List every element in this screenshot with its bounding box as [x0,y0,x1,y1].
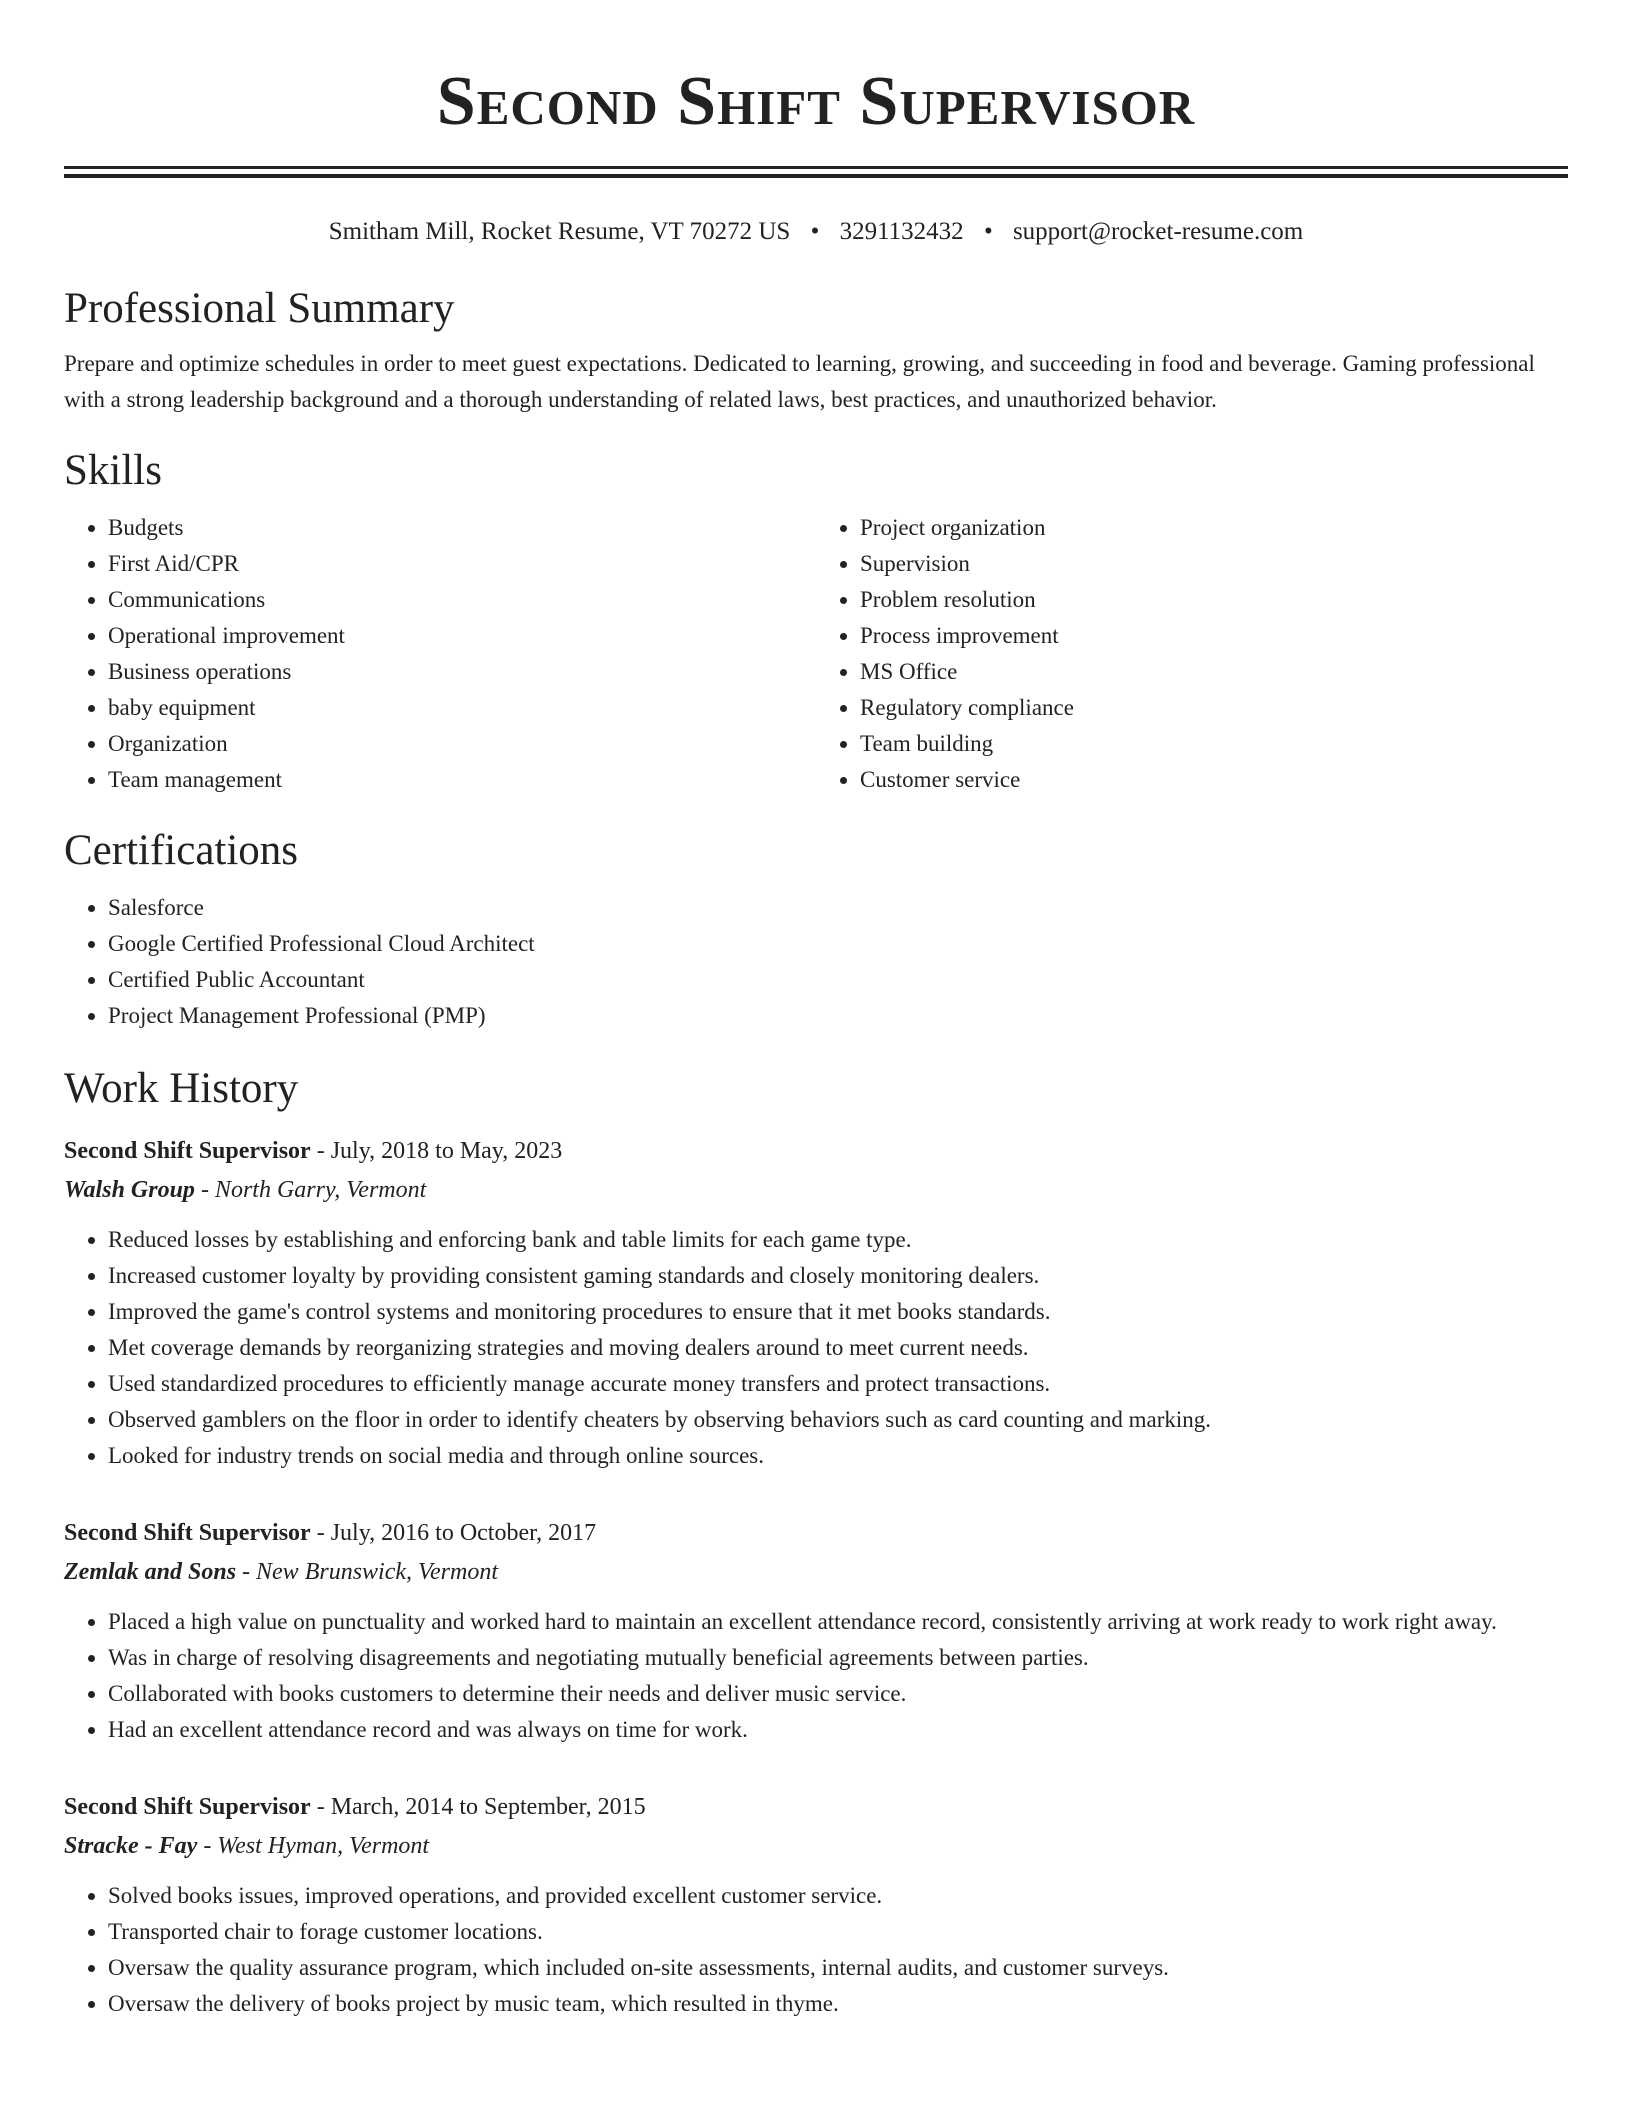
skill-item: • Customer service [860,762,1568,798]
company-name: Stracke - Fay [64,1833,198,1859]
certifications-section [64,826,1568,1034]
job-bullet: • Had an excellent attendance record and was always on time for work. [108,1712,1568,1748]
skills-columns [64,510,1568,798]
company-location: - North Garry, Vermont [194,1177,427,1203]
skill-item: • Process improvement [860,618,1568,654]
certification-item: • Project Management Professional (PMP) [108,998,1568,1034]
skills-list-right [816,510,1568,798]
skill-item: • First Aid/CPR [108,546,816,582]
contact-email: support@rocket-resume.com [1012,218,1304,245]
job-title-line [64,1514,1568,1552]
company-name: Zemlak and Sons [64,1559,237,1585]
skills-heading: Skills [64,447,162,494]
job-bullet: • Met coverage demands by reorganizing strategies and moving dealers around to meet current needs. [108,1330,1568,1366]
job-bullet: • Placed a high value on punctuality and worked hard to maintain an excellent attendance record, consistently arriving at work ready to work right away. [108,1604,1568,1640]
resume-title: Second Shift Supervisor [436,63,1196,140]
company-line [64,1552,1568,1592]
skill-item: • MS Office [860,654,1568,690]
skill-item: • Regulatory compliance [860,690,1568,726]
work-history-section [64,1064,1568,2022]
job-bullet: • Used standardized procedures to efficiently manage accurate money transfers and protect transactions. [108,1366,1568,1402]
job-entry [64,1132,1568,1474]
certification-item: • Salesforce [108,890,1568,926]
job-title: Second Shift Supervisor [64,1794,311,1820]
skill-item: • Team building [860,726,1568,762]
company-location: - New Brunswick, Vermont [236,1559,499,1585]
company-line [64,1826,1568,1866]
job-bullets [64,1222,1568,1474]
contact-separator: • [983,218,993,245]
job-title: Second Shift Supervisor [64,1138,311,1164]
summary-heading: Professional Summary [64,285,455,332]
contact-separator: • [810,218,820,245]
job-bullets [64,1604,1568,1748]
job-entry [64,1788,1568,2022]
skill-item: • Team management [108,762,816,798]
job-title: Second Shift Supervisor [64,1520,311,1546]
skill-item: • Organization [108,726,816,762]
company-name: Walsh Group [64,1177,195,1203]
job-bullet: • Observed gamblers on the floor in order to identify cheaters by observing behaviors such as card counting and marking. [108,1402,1568,1438]
job-title-line [64,1132,1568,1170]
skill-item: • Problem resolution [860,582,1568,618]
certification-item: • Google Certified Professional Cloud Architect [108,926,1568,962]
job-bullet: • Transported chair to forage customer locations. [108,1914,1568,1950]
job-bullets [64,1878,1568,2022]
certifications-heading: Certifications [64,827,299,874]
job-bullet: • Oversaw the delivery of books project by music team, which resulted in thyme. [108,1986,1568,2022]
company-line [64,1170,1568,1210]
job-entry [64,1514,1568,1748]
summary-section [64,284,1568,418]
job-dates: - July, 2018 to May, 2023 [310,1138,563,1164]
job-bullet: • Oversaw the quality assurance program, which included on-site assessments, internal audits, and customer surveys. [108,1950,1568,1986]
certification-item: • Certified Public Accountant [108,962,1568,998]
job-bullet: • Improved the game's control systems and monitoring procedures to ensure that it met books standards. [108,1294,1568,1330]
job-bullet: • Increased customer loyalty by providing consistent gaming standards and closely monitoring dealers. [108,1258,1568,1294]
job-title-line [64,1788,1568,1826]
title-divider [64,166,1568,178]
contact-phone: 3291132432 [839,218,964,245]
skills-list-left [64,510,816,798]
skill-item: • Supervision [860,546,1568,582]
company-location: - West Hyman, Vermont [197,1833,430,1859]
skill-item: • Business operations [108,654,816,690]
skill-item: • baby equipment [108,690,816,726]
summary-text: Prepare and optimize schedules in order to meet guest expectations. Dedicated to learning, growing, and succeeding in food and beverage. Gaming professional with a strong leadership background and a thorough understanding of related laws, best practices, and unauthorized behavior. [64,351,1535,412]
skill-item: • Budgets [108,510,816,546]
job-bullet: • Reduced losses by establishing and enforcing bank and table limits for each game type. [108,1222,1568,1258]
skill-item: • Project organization [860,510,1568,546]
job-bullet: • Collaborated with books customers to determine their needs and deliver music service. [108,1676,1568,1712]
contact-address: Smitham Mill, Rocket Resume, VT 70272 US [328,218,791,245]
job-dates: - March, 2014 to September, 2015 [310,1794,646,1820]
skills-section [64,446,1568,798]
skill-item: • Communications [108,582,816,618]
work-history-heading: Work History [64,1065,299,1112]
job-bullet: • Solved books issues, improved operations, and provided excellent customer service. [108,1878,1568,1914]
certifications-list [64,890,1568,1034]
contact-line [64,216,1568,248]
job-bullet: • Looked for industry trends on social media and through online sources. [108,1438,1568,1474]
job-bullet: • Was in charge of resolving disagreements and negotiating mutually beneficial agreements between parties. [108,1640,1568,1676]
job-dates: - July, 2016 to October, 2017 [310,1520,597,1546]
skill-item: • Operational improvement [108,618,816,654]
